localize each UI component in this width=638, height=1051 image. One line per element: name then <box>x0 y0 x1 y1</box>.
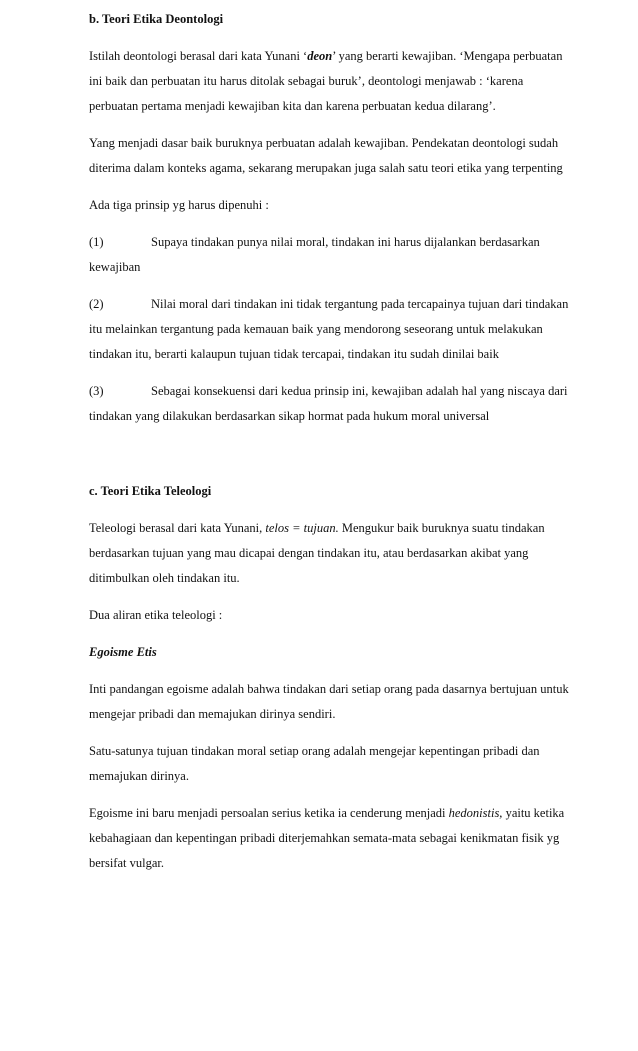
egoisme-paragraph-3 <box>89 801 569 876</box>
document-page <box>89 7 569 888</box>
principle-2 <box>89 292 569 367</box>
hedonistis-term: hedonistis, <box>448 806 503 820</box>
principles-intro: Ada tiga prinsip yg harus dipenuhi : <box>89 198 269 212</box>
section-c-intro <box>89 516 569 591</box>
section-spacer <box>89 441 569 479</box>
principle-3 <box>89 379 569 429</box>
egoisme-etis-heading: Egoisme Etis <box>89 645 157 659</box>
egoisme-paragraph-2: Satu-satunya tujuan tindakan moral setiap orang adalah mengejar kepentingan pribadi dan memajukan dirinya. <box>89 744 540 783</box>
streams-intro: Dua aliran etika teleologi : <box>89 608 223 622</box>
section-b-heading: b. Teori Etika Deontologi <box>89 12 224 26</box>
principle-3-text: Sebagai konsekuensi dari kedua prinsip ini, kewajiban adalah hal yang niscaya dari tindakan yang dilakukan berdasarkan sikap hormat pada hukum moral universal <box>89 384 568 423</box>
section-c-intro-part2: Mengukur baik buruknya suatu tindakan berdasarkan tujuan yang mau dicapai dengan tindakan itu, atau berdasarkan akibat yang ditimbulkan oleh tindakan itu. <box>89 521 545 585</box>
section-c-heading: c. Teori Etika Teleologi <box>89 484 212 498</box>
principle-3-number: (3) <box>89 384 104 398</box>
egoisme-paragraph-3-part2: yaitu ketika kebahagiaan dan kepentingan pribadi diterjemahkan semata-mata sebagai kenikmatan fisik yg bersifat vulgar. <box>89 806 565 870</box>
deon-term: deon <box>307 49 333 63</box>
section-b-intro-part1: Istilah deontologi berasal dari kata Yunani ‘ <box>89 49 308 63</box>
telos-term: telos = tujuan. <box>265 521 339 535</box>
egoisme-paragraph-3-part1: Egoisme ini baru menjadi persoalan serius ketika ia cenderung menjadi <box>89 806 449 820</box>
principle-2-number: (2) <box>89 297 104 311</box>
section-b-intro-part2: ’ yang berarti kewajiban. ‘Mengapa perbuatan ini baik dan perbuatan itu harus ditolak sebagai buruk’, deontologi menjawab : ‘karena perbuatan pertama menjadi kewajiban kita dan karena perbuatan kedua dilarang’. <box>89 49 563 113</box>
section-b-paragraph-2: Yang menjadi dasar baik buruknya perbuatan adalah kewajiban. Pendekatan deontologi sudah diterima dalam konteks agama, sekarang merupakan juga salah satu teori etika yang terpenting <box>89 136 563 175</box>
principle-1-text: Supaya tindakan punya nilai moral, tindakan ini harus dijalankan berdasarkan kewajiban <box>89 235 540 274</box>
principle-1-number: (1) <box>89 235 104 249</box>
principle-2-text: Nilai moral dari tindakan ini tidak tergantung pada tercapainya tujuan dari tindakan itu melainkan tergantung pada kemauan baik yang mendorong seseorang untuk melakukan tindakan itu, berarti kalaupun tujuan tidak tercapai, tindakan itu sudah dinilai baik <box>89 297 569 361</box>
principle-1 <box>89 230 569 280</box>
section-c-intro-part1: Teleologi berasal dari kata Yunani, <box>89 521 266 535</box>
section-b-intro <box>89 44 569 119</box>
egoisme-paragraph-1: Inti pandangan egoisme adalah bahwa tindakan dari setiap orang pada dasarnya bertujuan untuk mengejar pribadi dan memajukan dirinya sendiri. <box>89 682 569 721</box>
